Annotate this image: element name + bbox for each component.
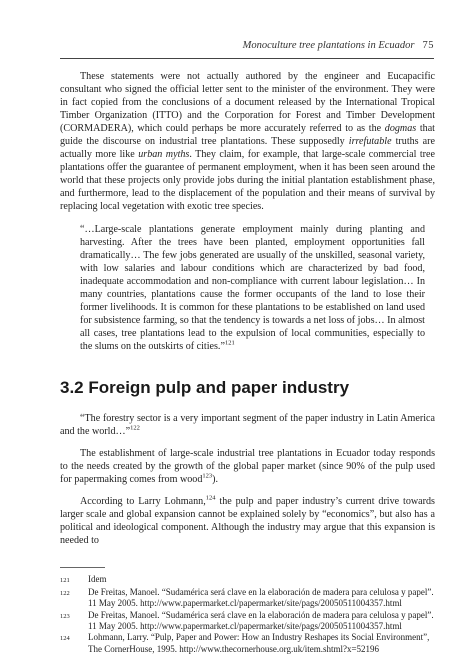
footnote-ref-121[interactable]: 121 [224,339,235,347]
paragraph-3 [60,447,435,486]
paragraph-3-text: The establishment of large-scale industrial tree plantations in Ecuador today responds to the needs created by the growth of the global paper market (since 90% of the pulp used for papermaking comes from wood [60,448,435,486]
paragraph-4 [60,495,435,547]
footnote-rule [60,567,105,568]
emphasis-urban-myths: urban myths [138,149,190,161]
paragraph-1-text-b: that guide the discourse on industrial tree plantations. These supposedly [60,123,435,148]
emphasis-dogmas: dogmas [384,123,417,135]
running-title: Monoculture tree plantations in Ecuador [242,40,415,51]
paragraph-2-text: “The forestry sector is a very important segment of the paper industry in Latin America and the world…” [60,412,435,438]
section-heading: 3.2 Foreign pulp and paper industry [60,377,350,397]
footnote-item [60,610,435,633]
running-header [60,40,434,51]
footnote-number: 122 [60,589,70,597]
body-text [60,70,435,655]
block-quote-text: “…Large-scale plantations generate employment mainly during planting and harvesting. After the trees have been planted, employment opportunities fall dramatically… The few jobs generated are usually of the unskilled, seasonal variety, with low salaries and labour conditions which are characterized by bad food, inadequate accommodation and non-compliance with current labour legislation… In many countries, plantations cause the former occupants of the land to lose their former livelihoods. It is common for these plantations to be established on land used for subsistence farming, so that the tendency is towards a net loss of jobs… In almost all cases, tree plantations lead to the expulsion of local communities, especially to the slums on the outskirts of cities.” [80,223,425,352]
footnote-text[interactable]: Lohmann, Larry. “Pulp, Paper and Power: How an Industry Reshapes its Social Environment”, The CornerHouse, 1995. http://www.thecornerhouse.org.uk/item.shtml?x=52196 [88,632,430,654]
footnote-text[interactable]: De Freitas, Manoel. “Sudamérica será clave en la elaboración de madera para celulosa y papel”. 11 May 2005. http://www.papermarket.cl/papermarket/site/pags/20050511004357.html [88,609,434,632]
footnote-ref-123[interactable]: 123 [202,472,213,480]
paragraph-1-text-d: . They claim, for example, that large-scale commercial tree plantations offer the guarantee of permanent employment, when it has been seen around the world that these projects only provide jobs during the initial plantation establishment phase, and furthermore, lead to the displacement of the population and their means of survival by replacing local vegetation with exotic tree species. [60,149,435,213]
paragraph-2 [60,412,435,438]
footnote-item [60,632,435,655]
footnote-number: 121 [60,577,70,585]
emphasis-irrefutable: irrefutable [348,136,392,148]
block-quote [80,223,425,353]
footnote-item [60,574,435,586]
paragraph-1-text-c: truths are actually more like [60,136,435,161]
paragraph-4-text-a: According to Larry Lohmann, [80,496,206,508]
footnote-text[interactable]: De Freitas, Manoel. “Sudamérica será clave en la elaboración de madera para celulosa y papel”. 11 May 2005. http://www.papermarket.cl/papermarket/site/pags/20050511004357.html [88,586,434,609]
footnote-ref-122[interactable]: 122 [130,424,140,432]
footnotes [60,574,435,655]
paragraph-4-text-b: the pulp and paper industry’s current drive towards larger scale and global expansion cannot be explained solely by “economics”, but also has a political and ideological component. Although the industry may argue that this expansion is needed to [60,496,435,547]
footnote-number: 124 [60,635,70,643]
footnote-text: Idem [88,574,107,585]
page-number: 75 [422,40,434,51]
paragraph-3-end: ). [212,474,219,486]
footnote-ref-124[interactable]: 124 [205,494,216,502]
paragraph-1 [60,70,435,214]
footnote-number: 123 [60,612,70,620]
footnote-item [60,587,435,610]
header-rule [60,58,434,59]
paragraph-1-text-a: These statements were not actually authored by the engineer and Eucapacific consultant who signed the official letter sent to the minister of the environment. They were in fact copied from the conclusions of a document released by the International Tropical Timber Organization (ITTO) and the Corporation for Forest and Timber Development (CORMADERA), which could perhaps be more accurately referred to as the [60,71,435,135]
